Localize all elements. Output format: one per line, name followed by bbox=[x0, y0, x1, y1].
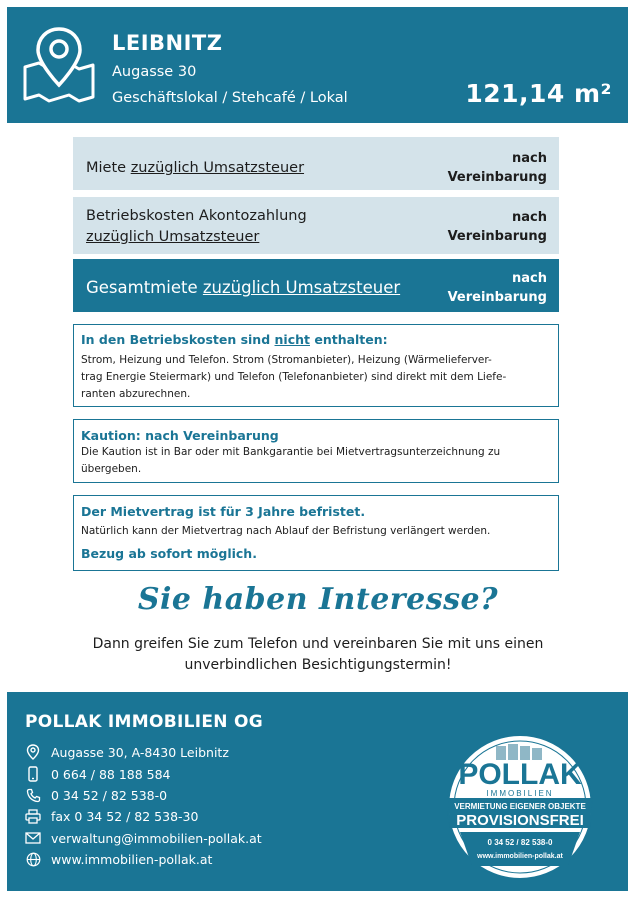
globe-icon bbox=[25, 851, 41, 867]
excluded-costs-text: Strom, Heizung und Telefon. Strom (Stromanbieter), Heizung (Wärmelieferver- trag Energie Steiermark) und Telefon (Telefonanbieter) sind direkt mit dem Liefe- ranten abzurechnen. bbox=[81, 354, 507, 400]
contact-email bbox=[25, 830, 262, 846]
total-rent-value: nach Vereinbarung bbox=[447, 271, 547, 305]
total-rent-label: Gesamtmiete zuzüglich Umsatzsteuer bbox=[86, 278, 401, 297]
contact-website bbox=[25, 851, 212, 867]
email-link[interactable]: verwaltung@immobilien-pollak.at bbox=[51, 830, 262, 846]
phone-icon bbox=[25, 787, 41, 803]
contact-phone bbox=[25, 787, 167, 803]
excluded-costs-box bbox=[73, 324, 559, 407]
svg-text:www.immobilien-pollak.at: www.immobilien-pollak.at bbox=[477, 853, 563, 860]
operating-costs-label: Betriebskosten Akontozahlung zuzüglich Umsatzsteuer bbox=[86, 208, 307, 245]
location-pin-icon bbox=[25, 744, 41, 760]
phone-link[interactable]: 0 34 52 / 82 538-0 bbox=[51, 787, 168, 803]
map-location-icon bbox=[21, 25, 97, 103]
lease-term-text: Natürlich kann der Mietvertrag nach Ablauf der Befristung verlängert werden. bbox=[81, 525, 491, 537]
deposit-heading: Kaution: nach Vereinbarung bbox=[81, 428, 279, 443]
interest-headline: Sie haben Interesse? bbox=[137, 582, 499, 617]
contact-fax: fax 0 34 52 / 82 538-30 bbox=[25, 808, 198, 824]
rent-label: Miete zuzüglich Umsatzsteuer bbox=[86, 160, 305, 176]
availability-text: Bezug ab sofort möglich. bbox=[81, 546, 257, 561]
rent-row bbox=[73, 137, 559, 190]
footer-contact bbox=[7, 692, 628, 891]
deposit-box bbox=[73, 419, 559, 483]
website-link[interactable]: www.immobilien-pollak.at bbox=[51, 851, 213, 867]
contact-mobile bbox=[25, 766, 171, 782]
excluded-costs-heading: In den Betriebskosten sind nicht enthalten: bbox=[81, 332, 388, 347]
contact-address: Augasse 30, A-8430 Leibnitz bbox=[25, 744, 229, 760]
floor-area: 121,14 m² bbox=[465, 79, 612, 108]
cta-text: Dann greifen Sie zum Telefon und vereinbaren Sie mit uns einen unverbindlichen Besichtigungstermin! bbox=[92, 636, 544, 673]
svg-text:IMMOBILIEN: IMMOBILIEN bbox=[486, 789, 554, 798]
deposit-text: Die Kaution ist in Bar oder mit Bankgarantie bei Mietvertragsunterzeichnung zu übergeben. bbox=[81, 446, 501, 475]
street-address: Augasse 30 bbox=[112, 64, 197, 80]
property-type: Geschäftslokal / Stehcafé / Lokal bbox=[112, 90, 348, 106]
mobile-phone-icon bbox=[25, 766, 41, 782]
operating-costs-row bbox=[73, 197, 559, 254]
email-icon bbox=[25, 830, 41, 846]
total-rent-row bbox=[73, 259, 559, 312]
svg-text:PROVISIONSFREI: PROVISIONSFREI bbox=[456, 812, 584, 829]
company-name: POLLAK IMMOBILIEN OG bbox=[25, 712, 264, 732]
operating-costs-value: nach Vereinbarung bbox=[447, 210, 547, 244]
svg-text:0 34 52 / 82 538-0: 0 34 52 / 82 538-0 bbox=[487, 838, 553, 847]
lease-term-box bbox=[73, 495, 559, 571]
header-banner bbox=[7, 7, 628, 123]
city-title: LEIBNITZ bbox=[112, 31, 223, 55]
mobile-link[interactable]: 0 664 / 88 188 584 bbox=[51, 766, 171, 782]
svg-text:POLLAK: POLLAK bbox=[458, 758, 582, 791]
rent-value: nach Vereinbarung bbox=[447, 151, 547, 185]
fax-icon bbox=[25, 808, 41, 824]
svg-text:VERMIETUNG EIGENER OBJEKTE: VERMIETUNG EIGENER OBJEKTE bbox=[454, 802, 586, 811]
provisionsfrei-seal bbox=[440, 732, 600, 882]
lease-term-heading: Der Mietvertrag ist für 3 Jahre befristet. bbox=[81, 504, 366, 519]
